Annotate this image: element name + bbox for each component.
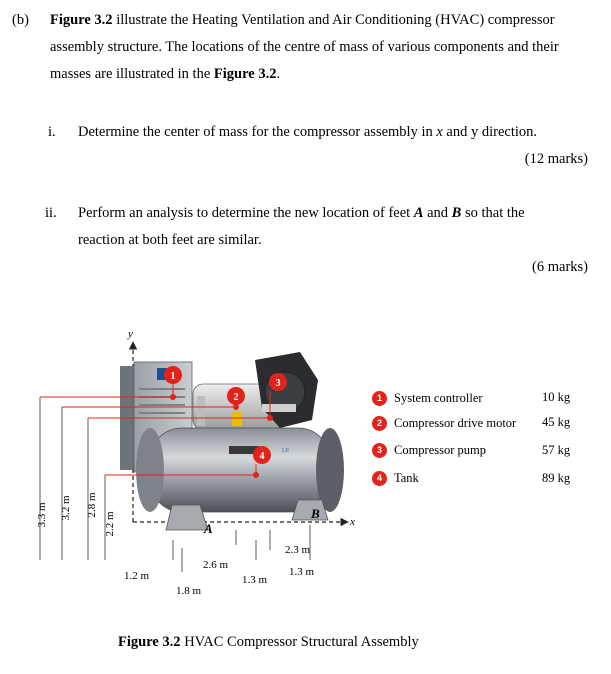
y-axis-label: y [128, 328, 133, 340]
dim-label-1-2: 1.2 m [124, 570, 150, 582]
sub-question-2-end: so that the [461, 205, 525, 221]
intro-line-1-text: illustrate the Heating Ventilation and Air Conditioning (HVAC) compressor [112, 12, 555, 28]
legend-marker: 2 [372, 416, 387, 431]
part-label: (b) [12, 12, 29, 28]
height-label-3-2: 3.2 m [60, 495, 72, 521]
compressor-assembly-figure [0, 320, 611, 610]
height-label-3-3: 3.3 m [36, 502, 48, 528]
intro-line-3-start: masses are illustrated in the [50, 66, 214, 82]
sub-question-1-numeral: i. [48, 124, 56, 140]
dim-label-1-8: 1.8 m [176, 585, 202, 597]
intro-line-2: assembly structure. The locations of the centre of mass of various components and their [50, 39, 559, 55]
height-dimension-lines [40, 397, 105, 560]
sub-question-1-end: and y direction. [442, 124, 538, 140]
legend-label: System controller [394, 390, 483, 405]
legend-marker: 1 [372, 391, 387, 406]
dim-label-2-3: 2.3 m [285, 544, 311, 556]
dim-label-1-3-left: 1.3 m [242, 574, 268, 586]
sub-question-2-line-2: reaction at both feet are similar. [78, 232, 262, 248]
foot-a-label: A [204, 521, 213, 536]
x-variable: x [436, 124, 443, 140]
legend-label: Tank [394, 470, 419, 485]
svg-text:1: 1 [170, 371, 176, 382]
legend-marker: 3 [372, 443, 387, 458]
legend-mass: 89 kg [542, 471, 571, 485]
sub-question-2-text [78, 200, 525, 227]
sub-question-2-marks: (6 marks) [532, 259, 588, 275]
figure-caption-text: HVAC Compressor Structural Assembly [180, 634, 419, 650]
dim-label-1-3-right: 1.3 m [289, 566, 315, 578]
intro-line-1 [50, 7, 555, 34]
foot-b-label: B [311, 506, 320, 521]
legend-item [372, 387, 483, 409]
intro-line-3 [50, 61, 280, 88]
svg-text:4: 4 [259, 451, 265, 462]
figure-reference: Figure 3.2 [50, 12, 113, 28]
legend-mass: 45 kg [542, 415, 571, 429]
legend-item [372, 412, 516, 434]
foot-b-ref: B [451, 205, 462, 221]
sub-question-1-start: Determine the center of mass for the compressor assembly in [78, 124, 437, 140]
sub-question-2-start: Perform an analysis to determine the new location of feet [78, 205, 414, 221]
legend-label: Compressor drive motor [394, 415, 517, 430]
svg-text:3: 3 [275, 378, 281, 389]
sub-question-1-text [78, 119, 537, 146]
legend-mass: 10 kg [542, 390, 571, 404]
sub-question-1-marks: (12 marks) [524, 151, 588, 167]
x-axis-label: x [350, 516, 355, 528]
foot-b [292, 500, 328, 520]
height-label-2-2: 2.2 m [104, 511, 116, 537]
legend-item [372, 439, 486, 461]
tank [136, 428, 344, 512]
height-label-2-8: 2.8 m [86, 492, 98, 518]
legend-item [372, 467, 419, 489]
sub-question-2-numeral: ii. [45, 205, 57, 221]
figure-caption [118, 634, 419, 651]
intro-line-3-end: . [276, 66, 281, 82]
svg-text:2: 2 [233, 392, 239, 403]
foot-a-ref: A [413, 205, 424, 221]
figure-caption-number: Figure 3.2 [118, 634, 181, 650]
tank-brand-mark: LE [282, 448, 290, 454]
legend-marker: 4 [372, 471, 387, 486]
legend-label: Compressor pump [394, 442, 487, 457]
and-word: and [423, 205, 452, 221]
legend-mass: 57 kg [542, 443, 571, 457]
dim-label-2-6: 2.6 m [203, 559, 229, 571]
figure-reference: Figure 3.2 [213, 66, 277, 82]
